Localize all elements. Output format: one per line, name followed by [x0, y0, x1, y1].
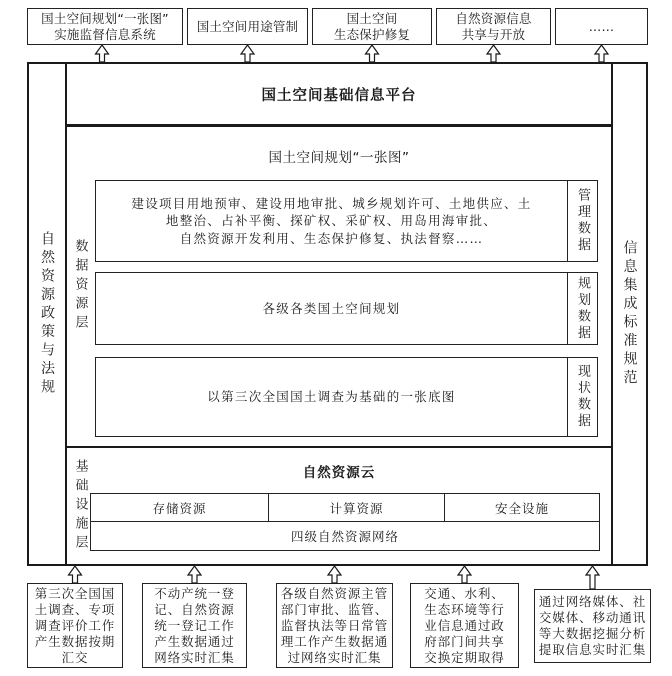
- source-box-line: 统一登记工作: [154, 617, 235, 633]
- storage-resource-cell: 存储资源: [152, 500, 207, 516]
- source-box-line: 汇交: [61, 649, 89, 665]
- source-box-line: 土调查、专项: [34, 601, 116, 617]
- source-box-line: 业信息通过政: [424, 617, 505, 633]
- management-data-line: 建设项目用地预审、建设用地审批、城乡规划许可、土地供应、土: [131, 195, 532, 211]
- source-box-line: 部门审批、监管、: [280, 601, 389, 617]
- up-arrow-to-app-4: [487, 45, 500, 62]
- source-box-line: 产生数据按期: [34, 633, 116, 649]
- source-box-line: 过网络实时汇集: [287, 649, 382, 665]
- compute-resource-cell: 计算资源: [268, 494, 444, 521]
- up-arrow-from-source-2: [188, 566, 201, 583]
- source-box-line: 调查评价工作: [34, 617, 116, 633]
- four-level-network-row: 四级自然资源网络: [290, 529, 399, 544]
- status-data-tag: 现状数据: [575, 364, 590, 430]
- app-box-ellipsis: ……: [588, 18, 615, 34]
- management-data-line: 地整治、占补平衡、探矿权、采矿权、用岛用海审批、: [165, 213, 498, 229]
- source-box-line: 产生数据通过: [154, 633, 235, 649]
- data-layer-label: 数据资源层: [72, 239, 88, 334]
- source-box-line: 等大数据挖掘分析: [538, 626, 647, 641]
- policy-column-label: 自然资源政策与法规: [39, 230, 55, 398]
- source-box-line: 第三次全国国: [34, 585, 116, 601]
- app-box-line: 共享与开放: [461, 26, 526, 42]
- source-box-line: 网络实时汇集: [154, 649, 235, 665]
- management-data-line: 自然资源开发利用、生态保护修复、执法督察……: [179, 230, 484, 246]
- management-data-tag: 管理数据: [575, 188, 590, 254]
- app-box-line: 国土空间: [346, 10, 398, 26]
- source-box-line: 通过网络媒体、社: [538, 594, 647, 609]
- source-box-line: 府部门间共享: [424, 633, 505, 649]
- app-box-line: 国土空间用途管制: [196, 18, 299, 34]
- infrastructure-layer-label: 基础设施层: [72, 458, 88, 554]
- source-box-line: 各级自然资源主管: [280, 585, 389, 601]
- planning-data-tag: 规划数据: [575, 275, 590, 342]
- source-box-line: 不动产统一登: [154, 585, 235, 601]
- source-box-line: 理工作产生数据通: [280, 633, 389, 649]
- app-box-line: 自然资源信息: [455, 10, 532, 26]
- source-box-line: 监督执法等日常管: [280, 617, 389, 633]
- app-box-line: 实施监督信息系统: [54, 26, 156, 42]
- up-arrow-from-source-5: [586, 566, 599, 589]
- natural-resource-cloud-title: 自然资源云: [302, 465, 376, 481]
- source-box-line: 交媒体、移动通讯: [538, 610, 647, 625]
- up-arrow-to-app-2: [241, 45, 254, 62]
- up-arrow-from-source-3: [328, 566, 341, 583]
- source-box-line: 交通、水利、: [424, 585, 505, 601]
- up-arrow-to-app-5: [595, 45, 608, 62]
- one-map-title: 国土空间规划“一张图”: [268, 150, 410, 166]
- app-box-line: 国土空间规划“一张图”: [41, 10, 169, 26]
- platform-title: 国土空间基础信息平台: [261, 87, 417, 104]
- source-box-line: 生态环境等行: [424, 601, 505, 617]
- security-facility-cell: 安全设施: [444, 494, 599, 521]
- source-box-line: 交换定期取得: [424, 649, 505, 665]
- up-arrow-to-app-1: [96, 45, 109, 62]
- source-box-line: 提取信息实时汇集: [538, 642, 647, 657]
- up-arrow-from-source-4: [458, 566, 471, 583]
- planning-data-line: 各级各类国土空间规划: [262, 300, 401, 316]
- status-data-line: 以第三次全国国土调查为基础的一张底图: [207, 389, 456, 405]
- source-box-line: 记、自然资源: [154, 601, 235, 617]
- up-arrow-from-source-1: [69, 566, 82, 583]
- up-arrow-to-app-3: [366, 45, 379, 62]
- app-box-line: 生态保护修复: [333, 26, 411, 42]
- standards-column-label: 信息集成标准规范: [621, 240, 638, 388]
